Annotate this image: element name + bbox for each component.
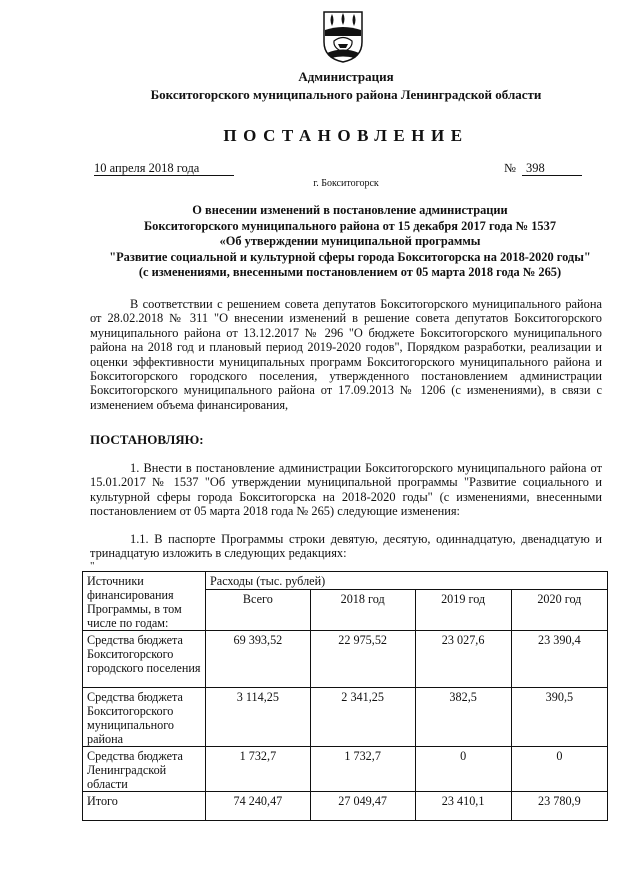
table-cell: 0 <box>415 747 511 792</box>
table-cell: 1 732,7 <box>310 747 415 792</box>
table-header-row <box>83 572 608 590</box>
table-cell: 23 410,1 <box>415 792 511 821</box>
table-cell-source: Средства бюджета Ленинградской области <box>83 747 206 792</box>
table-cell: 382,5 <box>415 688 511 747</box>
doc-date: 10 апреля 2018 года <box>94 161 234 176</box>
table-cell-source: Итого <box>83 792 206 821</box>
doc-city: г. Бокситогорск <box>313 178 379 189</box>
table-cell: 69 393,52 <box>206 631 311 688</box>
table-row <box>83 631 608 688</box>
table-column-header: 2020 год <box>511 590 607 631</box>
table-column-header: 2019 год <box>415 590 511 631</box>
item-1-1-paragraph: 1.1. В паспорте Программы строки девятую, десятую, одиннадцатую, двенадцатую и тринадцатую изложить в следующих редакциях: <box>90 532 602 561</box>
table-header-source: Источники финансирования Программы, в том числе по годам: <box>83 572 206 631</box>
doc-type-title: ПОСТАНОВЛЕНИЕ <box>223 126 469 145</box>
resolve-heading: ПОСТАНОВЛЯЮ: <box>90 432 204 447</box>
table-cell: 23 390,4 <box>511 631 607 688</box>
table-cell: 23 027,6 <box>415 631 511 688</box>
table-row <box>83 688 608 747</box>
table-cell: 2 341,25 <box>310 688 415 747</box>
doc-subject <box>100 203 600 281</box>
table-cell: 23 780,9 <box>511 792 607 821</box>
subject-line: (с изменениями, внесенными постановлением от 05 марта 2018 года № 265) <box>138 265 562 279</box>
table-column-header: 2018 год <box>310 590 415 631</box>
table-cell: 22 975,52 <box>310 631 415 688</box>
table-row <box>83 747 608 792</box>
subject-line: «Об утверждении муниципальной программы <box>219 234 481 248</box>
table-cell: 3 114,25 <box>206 688 311 747</box>
table-cell-source: Средства бюджета Бокситогорского муниципального района <box>83 688 206 747</box>
table-header-expenses: Расходы (тыс. рублей) <box>206 572 608 590</box>
quote-mark: " <box>90 560 95 572</box>
table-cell: 74 240,47 <box>206 792 311 821</box>
subject-line: Бокситогорского муниципального района от 15 декабря 2017 года № 1537 <box>143 218 557 233</box>
subject-line: "Развитие социальной и культурной сферы города Бокситогорска на 2018-2020 годы" <box>109 249 591 264</box>
coat-of-arms-icon <box>321 8 365 64</box>
table-cell: 0 <box>511 747 607 792</box>
table-column-header: Всего <box>206 590 311 631</box>
financing-table <box>82 571 608 821</box>
doc-number-label: № <box>504 161 516 175</box>
table-cell: 27 049,47 <box>310 792 415 821</box>
preamble-paragraph: В соответствии с решением совета депутатов Бокситогорского муниципального района от 28.02.2018 № 311 "О внесении изменений в решение совета депутатов Бокситогорского муниципального района от 13.12.2017 № 296 "О бюджете Бокситогорского муниципального района на 2018 год и плановый период 2019-2020 годов", Порядком разработки, реализации и оценки эффективности муниципальных программ Бокситогорского муниципального района и Бокситогорского городского поселения, утвержденного постановлением администрации Бокситогорского муниципального района от 17.09.2013 № 1206 (с изменениями), в связи с изменением объема финансирования, <box>90 297 602 412</box>
doc-number: 398 <box>522 161 582 176</box>
table-cell: 390,5 <box>511 688 607 747</box>
org-name: Администрация <box>298 69 394 84</box>
subject-line: О внесении изменений в постановление администрации <box>192 203 508 217</box>
table-cell: 1 732,7 <box>206 747 311 792</box>
org-name-full: Бокситогорского муниципального района Ленинградской области <box>150 87 542 102</box>
table-cell-source: Средства бюджета Бокситогорского городского поселения <box>83 631 206 688</box>
item-1-paragraph: 1. Внести в постановление администрации Бокситогорского муниципального района от 15.01.2017 № 1537 "Об утверждении муниципальной программы "Развитие социального и культурной сферы города Бокситогорска на 2018-2020 годы" (с изменениями, внесенными постановлением от 05 марта 2018 года № 265) следующие изменения: <box>90 461 602 519</box>
table-row-total <box>83 792 608 821</box>
